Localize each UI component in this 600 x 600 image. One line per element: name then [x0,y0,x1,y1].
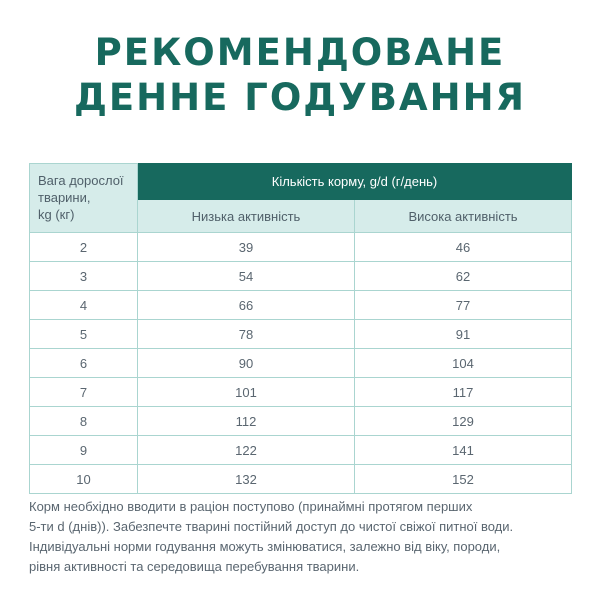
page-title [0,30,600,120]
table-row [30,378,572,407]
feeding-note [29,497,574,577]
header-weight-line-2: тварини, [38,190,91,205]
page-title-line-2: ДЕННЕ ГОДУВАННЯ [73,76,527,119]
cell-weight: 2 [30,233,138,262]
table-row [30,436,572,465]
cell-weight: 5 [30,320,138,349]
note-line-4: рівня активності та середовища перебування тварини. [29,559,360,574]
table-row [30,233,572,262]
note-line-3: Індивідуальні норми годування можуть змінюватися, залежно від віку, породи, [29,539,501,554]
header-adult-weight [30,164,138,233]
cell-high-activity: 152 [355,465,572,494]
cell-high-activity: 117 [355,378,572,407]
cell-low-activity: 101 [138,378,355,407]
cell-high-activity: 62 [355,262,572,291]
cell-weight: 10 [30,465,138,494]
cell-weight: 6 [30,349,138,378]
cell-weight: 3 [30,262,138,291]
cell-high-activity: 46 [355,233,572,262]
cell-low-activity: 90 [138,349,355,378]
cell-weight: 9 [30,436,138,465]
page-title-line-1: РЕКОМЕНДОВАНЕ [94,31,506,74]
cell-weight: 4 [30,291,138,320]
cell-high-activity: 129 [355,407,572,436]
table-row [30,349,572,378]
cell-high-activity: 104 [355,349,572,378]
header-food-amount: Кількість корму, g/d (г/день) [138,164,572,200]
cell-low-activity: 54 [138,262,355,291]
cell-high-activity: 77 [355,291,572,320]
note-line-2: 5-ти d (днів)). Забезпечте тварині постійний доступ до чистої свіжої питної води. [29,519,514,534]
cell-low-activity: 112 [138,407,355,436]
table-row [30,465,572,494]
cell-low-activity: 122 [138,436,355,465]
cell-low-activity: 132 [138,465,355,494]
cell-low-activity: 66 [138,291,355,320]
cell-low-activity: 78 [138,320,355,349]
table-row [30,407,572,436]
cell-low-activity: 39 [138,233,355,262]
header-low-activity: Низька активність [138,200,355,233]
table-row [30,262,572,291]
cell-high-activity: 141 [355,436,572,465]
header-weight-line-1: Вага дорослої [38,173,124,188]
note-line-1: Корм необхідно вводити в раціон поступово (принаймні протягом перших [29,499,473,514]
header-high-activity: Висока активність [355,200,572,233]
table-row [30,291,572,320]
header-weight-line-3: kg (кг) [38,207,75,222]
cell-weight: 7 [30,378,138,407]
cell-weight: 8 [30,407,138,436]
cell-high-activity: 91 [355,320,572,349]
feeding-table [29,163,572,494]
table-row [30,320,572,349]
